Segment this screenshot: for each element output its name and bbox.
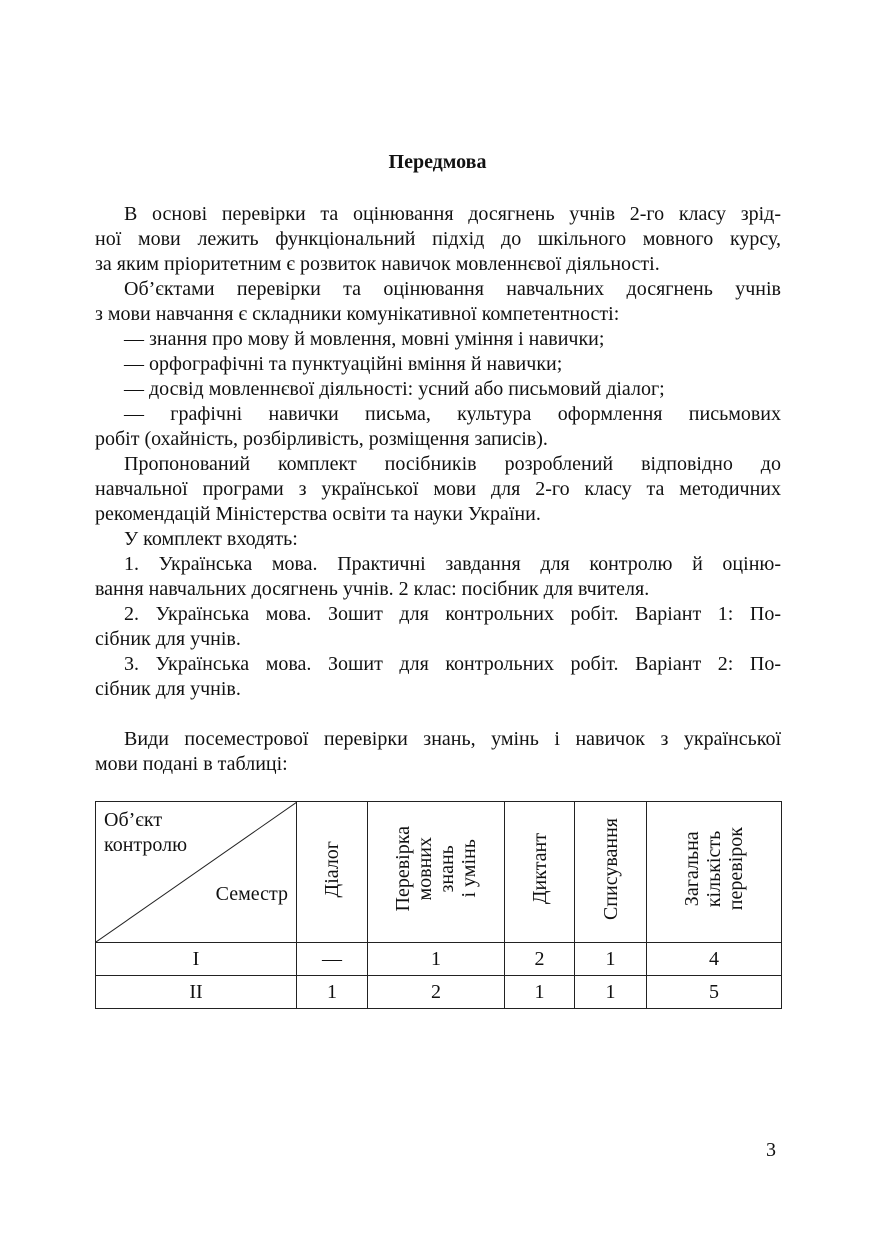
table-cell: 5 — [647, 976, 782, 1009]
list-item: сібник для учнів. — [95, 628, 241, 650]
text-line: за яким пріоритетним є розвиток навичок мовленнєвої діяльності. — [95, 253, 660, 275]
table-cell: 4 — [647, 943, 782, 976]
table-header-row — [96, 802, 782, 943]
text-line: ної мови лежить функціональний підхід до шкільного мовного курсу, — [95, 228, 781, 250]
text-line: Види посеместрової перевірки знань, умінь і навичок з української — [124, 728, 781, 750]
table-cell: 1 — [505, 976, 575, 1009]
table-row — [96, 943, 782, 976]
text-line: мови подані в таблиці: — [95, 753, 288, 775]
table-corner-cell — [96, 802, 297, 943]
list-item: 2. Українська мова. Зошит для контрольних робіт. Варіант 1: По- — [124, 603, 781, 625]
header-copying: Списування — [575, 802, 647, 943]
text-line: Об’єктами перевірки та оцінювання навчальних досягнень учнів — [124, 278, 781, 300]
text-line: У комплект входять: — [124, 528, 298, 550]
page-number: 3 — [766, 1139, 776, 1161]
semester-cell: I — [96, 943, 297, 976]
list-item: 1. Українська мова. Практичні завдання для контролю й оціню- — [124, 553, 781, 575]
table-cell: 1 — [297, 976, 368, 1009]
list-item: — досвід мовленнєвої діяльності: усний або письмовий діалог; — [124, 378, 665, 400]
list-item: вання навчальних досягнень учнів. 2 клас: посібник для вчителя. — [95, 578, 650, 600]
table-cell: 2 — [368, 976, 505, 1009]
semester-cell: II — [96, 976, 297, 1009]
table-cell: — — [297, 943, 368, 976]
header-dialog: Діалог — [297, 802, 368, 943]
list-item: — графічні навички письма, культура оформлення письмових — [124, 403, 781, 425]
text-line: з мови навчання є складники комунікативної компетентності: — [95, 303, 620, 325]
list-item: — знання про мову й мовлення, мовні уміння і навички; — [124, 328, 605, 350]
corner-label-semester: Семестр — [215, 883, 288, 905]
header-total: Загальна кількість перевірок — [647, 802, 782, 943]
header-dictation: Диктант — [505, 802, 575, 943]
list-item: 3. Українська мова. Зошит для контрольних робіт. Варіант 2: По- — [124, 653, 781, 675]
table-cell: 1 — [575, 976, 647, 1009]
page-title: Передмова — [388, 151, 487, 173]
table-cell: 2 — [505, 943, 575, 976]
text-line: В основі перевірки та оцінювання досягнень учнів 2-го класу зрід- — [124, 203, 781, 225]
text-line: навчальної програми з української мови для 2-го класу та методичних — [95, 478, 781, 500]
checks-table — [95, 801, 782, 1009]
corner-label-object: Об’єкт контролю — [104, 809, 188, 856]
text-line: рекомендацій Міністерства освіти та науки України. — [95, 503, 541, 525]
text-line: Пропонований комплект посібників розроблений відповідно до — [124, 453, 781, 475]
table-cell: 1 — [575, 943, 647, 976]
table-cell: 1 — [368, 943, 505, 976]
header-language-check: Перевірка мовних знань і умінь — [368, 802, 505, 943]
list-item: робіт (охайність, розбірливість, розміщення записів). — [95, 428, 548, 450]
list-item: сібник для учнів. — [95, 678, 241, 700]
table-row — [96, 976, 782, 1009]
list-item: — орфографічні та пунктуаційні вміння й навички; — [124, 353, 563, 375]
